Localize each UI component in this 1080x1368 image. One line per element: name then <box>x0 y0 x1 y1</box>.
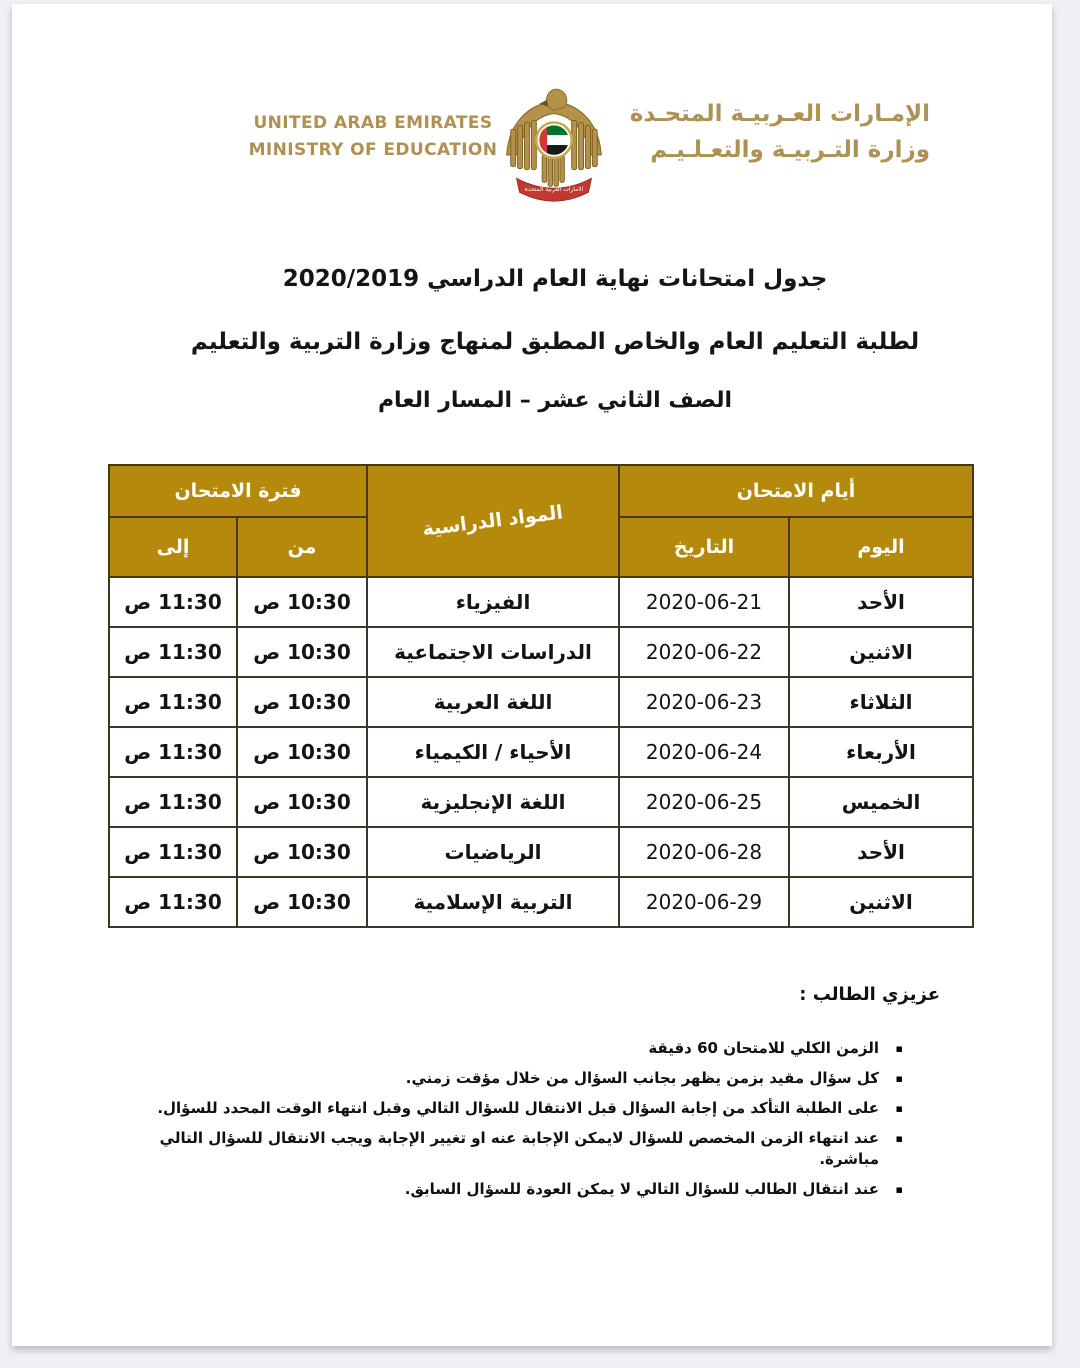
cell-from: 10:30 ص <box>237 577 367 627</box>
notes-heading: عزيزي الطالب : <box>799 984 940 1005</box>
cell-from: 10:30 ص <box>237 777 367 827</box>
note-item: ▪ عند انتهاء الزمن المخصص للسؤال لايمكن الإجابة عنه او تغيير الإجابة ويجب الانتقال للسؤال التالي مباشرة. <box>143 1128 905 1170</box>
exam-table-row <box>109 577 973 627</box>
cell-from: 10:30 ص <box>237 627 367 677</box>
header-from: من <box>237 517 367 577</box>
en-line1: UNITED ARAB EMIRATES <box>253 113 493 133</box>
cell-subject: اللغة العربية <box>367 677 619 727</box>
note-item: ▪ عند انتقال الطالب للسؤال التالي لا يمكن العودة للسؤال السابق. <box>143 1179 905 1200</box>
header-day: اليوم <box>789 517 973 577</box>
cell-date: 2020-06-25 <box>619 777 789 827</box>
exam-table-row <box>109 877 973 927</box>
cell-day: الأربعاء <box>789 727 973 777</box>
ar-line1: الإمـارات العـربيـة المتحـدة <box>629 101 930 127</box>
ministry-name-english <box>248 110 498 164</box>
cell-to: 11:30 ص <box>109 677 237 727</box>
header-exam-days: أيام الامتحان <box>619 465 973 517</box>
ar-line2: وزارة التـربيـة والتعـلـيـم <box>650 137 930 163</box>
cell-subject: الأحياء / الكيمياء <box>367 727 619 777</box>
exam-table-row <box>109 627 973 677</box>
cell-subject: الدراسات الاجتماعية <box>367 627 619 677</box>
cell-to: 11:30 ص <box>109 727 237 777</box>
cell-date: 2020-06-24 <box>619 727 789 777</box>
title-line-1: جدول امتحانات نهاية العام الدراسي 2020/2019 <box>282 266 828 292</box>
cell-day: الاثنين <box>789 627 973 677</box>
document-page <box>12 4 1052 1346</box>
exam-table-row <box>109 727 973 777</box>
document-title-block <box>35 266 1075 413</box>
exam-table-row <box>109 777 973 827</box>
cell-to: 11:30 ص <box>109 577 237 627</box>
exam-table-row <box>109 677 973 727</box>
emblem-ribbon-text: الامارات العربية المتحدة <box>524 187 584 194</box>
header-exam-period: فترة الامتحان <box>109 465 367 517</box>
note-item: ▪ الزمن الكلي للامتحان 60 دقيقة <box>143 1038 905 1059</box>
cell-to: 11:30 ص <box>109 827 237 877</box>
cell-subject: التربية الإسلامية <box>367 877 619 927</box>
notes-list <box>143 1038 905 1209</box>
ministry-name-arabic <box>630 96 930 168</box>
cell-subject: الرياضيات <box>367 827 619 877</box>
cell-from: 10:30 ص <box>237 877 367 927</box>
cell-to: 11:30 ص <box>109 777 237 827</box>
cell-to: 11:30 ص <box>109 877 237 927</box>
cell-day: الأحد <box>789 827 973 877</box>
exam-schedule-table <box>108 464 974 928</box>
exam-table-row <box>109 827 973 877</box>
en-line2: MINISTRY OF EDUCATION <box>248 140 498 160</box>
title-line-2: لطلبة التعليم العام والخاص المطبق لمنهاج وزارة التربية والتعليم <box>190 329 920 355</box>
header-to: إلى <box>109 517 237 577</box>
header-date: التاريخ <box>619 517 789 577</box>
note-item: ▪ على الطلبة التأكد من إجابة السؤال قبل الانتقال للسؤال التالي وقبل انتهاء الوقت المحدد للسؤال. <box>143 1098 905 1119</box>
cell-date: 2020-06-22 <box>619 627 789 677</box>
cell-date: 2020-06-21 <box>619 577 789 627</box>
cell-date: 2020-06-23 <box>619 677 789 727</box>
cell-subject: اللغة الإنجليزية <box>367 777 619 827</box>
cell-day: الخميس <box>789 777 973 827</box>
cell-date: 2020-06-28 <box>619 827 789 877</box>
cell-from: 10:30 ص <box>237 827 367 877</box>
cell-to: 11:30 ص <box>109 627 237 677</box>
cell-subject: الفيزياء <box>367 577 619 627</box>
cell-day: الأحد <box>789 577 973 627</box>
cell-from: 10:30 ص <box>237 677 367 727</box>
title-line-3: الصف الثاني عشر – المسار العام <box>377 388 733 413</box>
cell-day: الثلاثاء <box>789 677 973 727</box>
note-item: ▪ كل سؤال مقيد بزمن يظهر بجانب السؤال من خلال مؤقت زمني. <box>143 1068 905 1089</box>
uae-coat-of-arms-icon <box>495 84 613 210</box>
cell-day: الاثنين <box>789 877 973 927</box>
header-subjects: المواد الدراسية <box>367 465 619 577</box>
cell-date: 2020-06-29 <box>619 877 789 927</box>
cell-from: 10:30 ص <box>237 727 367 777</box>
